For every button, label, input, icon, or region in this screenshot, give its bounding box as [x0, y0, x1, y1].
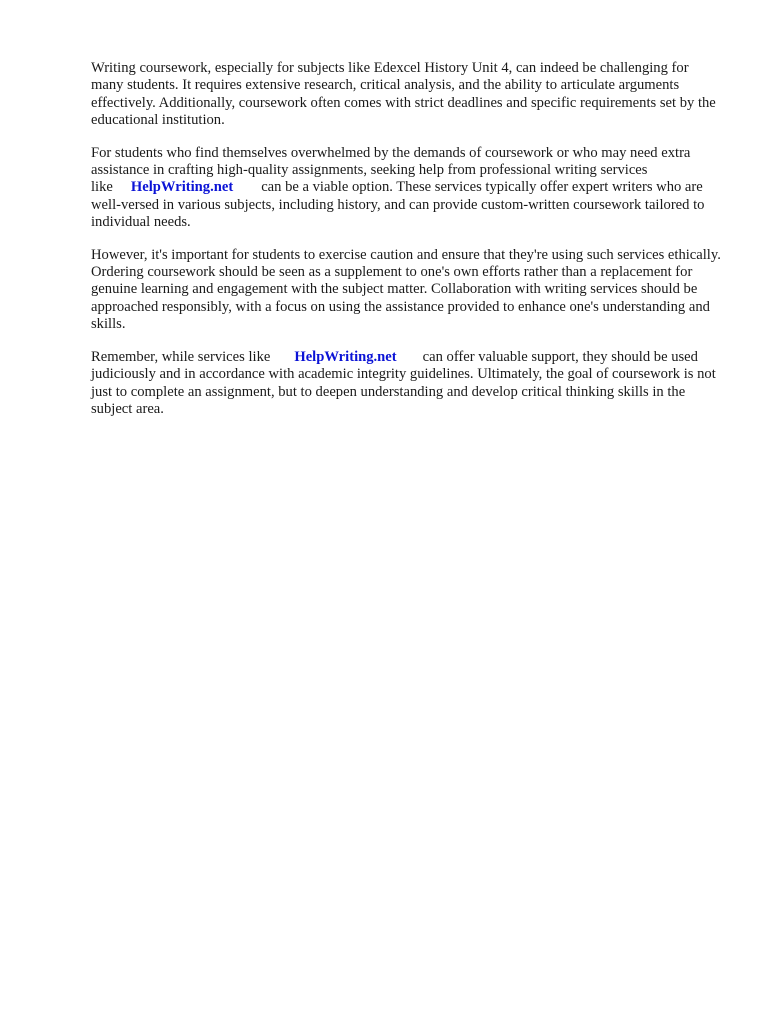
document-page	[91, 60, 721, 433]
paragraph-caution	[91, 247, 721, 334]
paragraph-help-services-before: For students who find themselves overwhelmed by the demands of coursework or who may need extra assistance in crafting high-quality assignments, seeking help from professional writing services like	[91, 144, 691, 196]
paragraph-help-services-after: can be a viable option. These services typically offer expert writers who are well-versed in various subjects, including history, and can provide custom-written coursework tailored to individual needs.	[91, 179, 705, 231]
paragraph-help-services	[91, 145, 721, 232]
paragraph-remember	[91, 349, 721, 419]
paragraph-caution-text: However, it's important for students to exercise caution and ensure that they're using such services ethically. Ordering coursework should be seen as a supplement to one's own efforts rather than a replacement for genuine learning and engagement with the subject matter. Collaboration with writing services should be approached responsibly, with a focus on using the assistance provided to enhance one's understanding and skills.	[91, 246, 721, 333]
paragraph-remember-before: Remember, while services like	[91, 348, 271, 365]
helpwriting-link[interactable]: HelpWriting.net	[130, 179, 234, 196]
paragraph-intro	[91, 60, 721, 130]
paragraph-intro-text: Writing coursework, especially for subjects like Edexcel History Unit 4, can indeed be challenging for many students. It requires extensive research, critical analysis, and the ability to articulate arguments effectively. Additionally, coursework often comes with strict deadlines and specific requirements set by the educational institution.	[91, 60, 716, 129]
paragraph-remember-after: can offer valuable support, they should be used judiciously and in accordance with academic integrity guidelines. Ultimately, the goal of coursework is not just to complete an assignment, but to deepen understanding and develop critical thinking skills in the subject area.	[91, 348, 716, 417]
helpwriting-link-second[interactable]: HelpWriting.net	[294, 348, 397, 365]
